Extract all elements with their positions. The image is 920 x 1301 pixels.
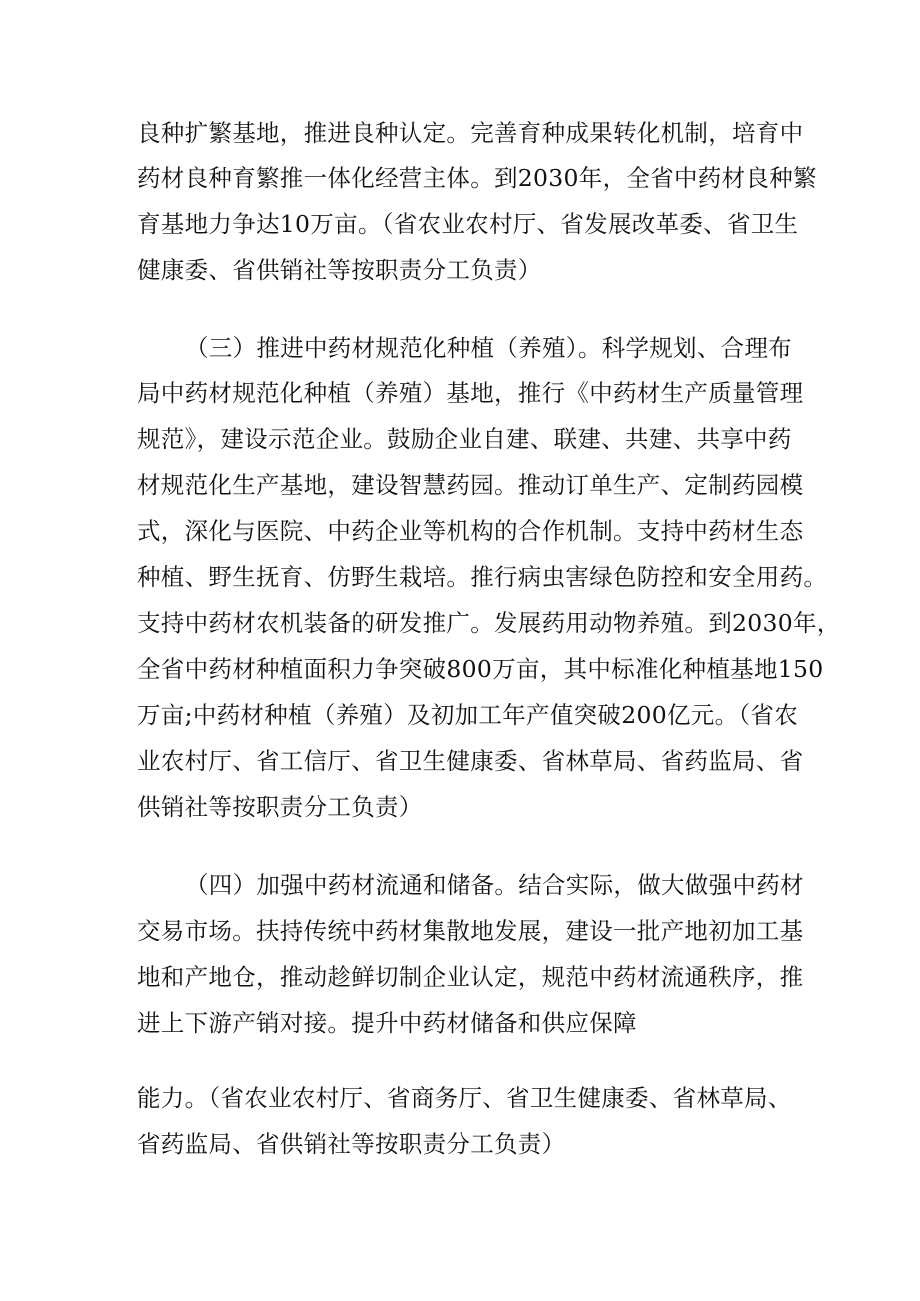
paragraph-4-line-2: 省药监局、省供销社等按职责分工负责） (137, 1130, 566, 1158)
paragraph-2-line-7: 支持中药材农机装备的研发推广。发展药用动物养殖。到2030年， (137, 609, 841, 637)
paragraph-1-line-2: 药材良种育繁推一体化经营主体。到2030年，全省中药材良种繁 (137, 164, 817, 192)
paragraph-1-line-4: 健康委、省供销社等按职责分工负责） (137, 256, 542, 284)
paragraph-2-line-6: 种植、野生抚育、仿野生栽培。推行病虫害绿色防控和安全用药。 (137, 563, 828, 591)
paragraph-2-line-9: 万亩;中药材种植（养殖）及初加工年产值突破200亿元。（省农 (137, 701, 799, 729)
paragraph-1-line-3: 育基地力争达10万亩。（省农业农村厅、省发展改革委、省卫生 (137, 210, 799, 238)
paragraph-2-line-8: 全省中药材种植面积力争突破800万亩，其中标准化种植基地150 (137, 655, 824, 683)
paragraph-3-line-3: 地和产地仓，推动趁鲜切制企业认定，规范中药材流通秩序，推 (137, 963, 804, 991)
paragraph-3-line-4: 进上下游产销对接。提升中药材储备和供应保障 (137, 1009, 637, 1037)
paragraph-3-line-1: （四）加强中药材流通和储备。结合实际，做大做强中药材 (185, 871, 804, 899)
paragraph-4-line-1: 能力。（省农业农村厅、省商务厅、省卫生健康委、省林草局、 (137, 1084, 792, 1112)
paragraph-2-line-11: 供销社等按职责分工负责） (137, 793, 423, 821)
paragraph-2-line-4: 材规范化生产基地，建设智慧药园。推动订单生产、定制药园模 (137, 471, 804, 499)
paragraph-1-line-1: 良种扩繁基地，推进良种认定。完善育种成果转化机制，培育中 (137, 119, 804, 147)
paragraph-2-line-2: 局中药材规范化种植（养殖）基地，推行《中药材生产质量管理 (137, 379, 804, 407)
paragraph-2-line-3: 规范》，建设示范企业。鼓励企业自建、联建、共建、共享中药 (137, 425, 792, 453)
paragraph-3-line-2: 交易市场。扶持传统中药材集散地发展，建设一批产地初加工基 (137, 917, 804, 945)
paragraph-2-line-10: 业农村厅、省工信厅、省卫生健康委、省林草局、省药监局、省 (137, 747, 804, 775)
paragraph-2-line-1: （三）推进中药材规范化种植（养殖）。科学规划、合理布 (185, 334, 793, 362)
paragraph-2-line-5: 式，深化与医院、中药企业等机构的合作机制。支持中药材生态 (137, 517, 804, 545)
